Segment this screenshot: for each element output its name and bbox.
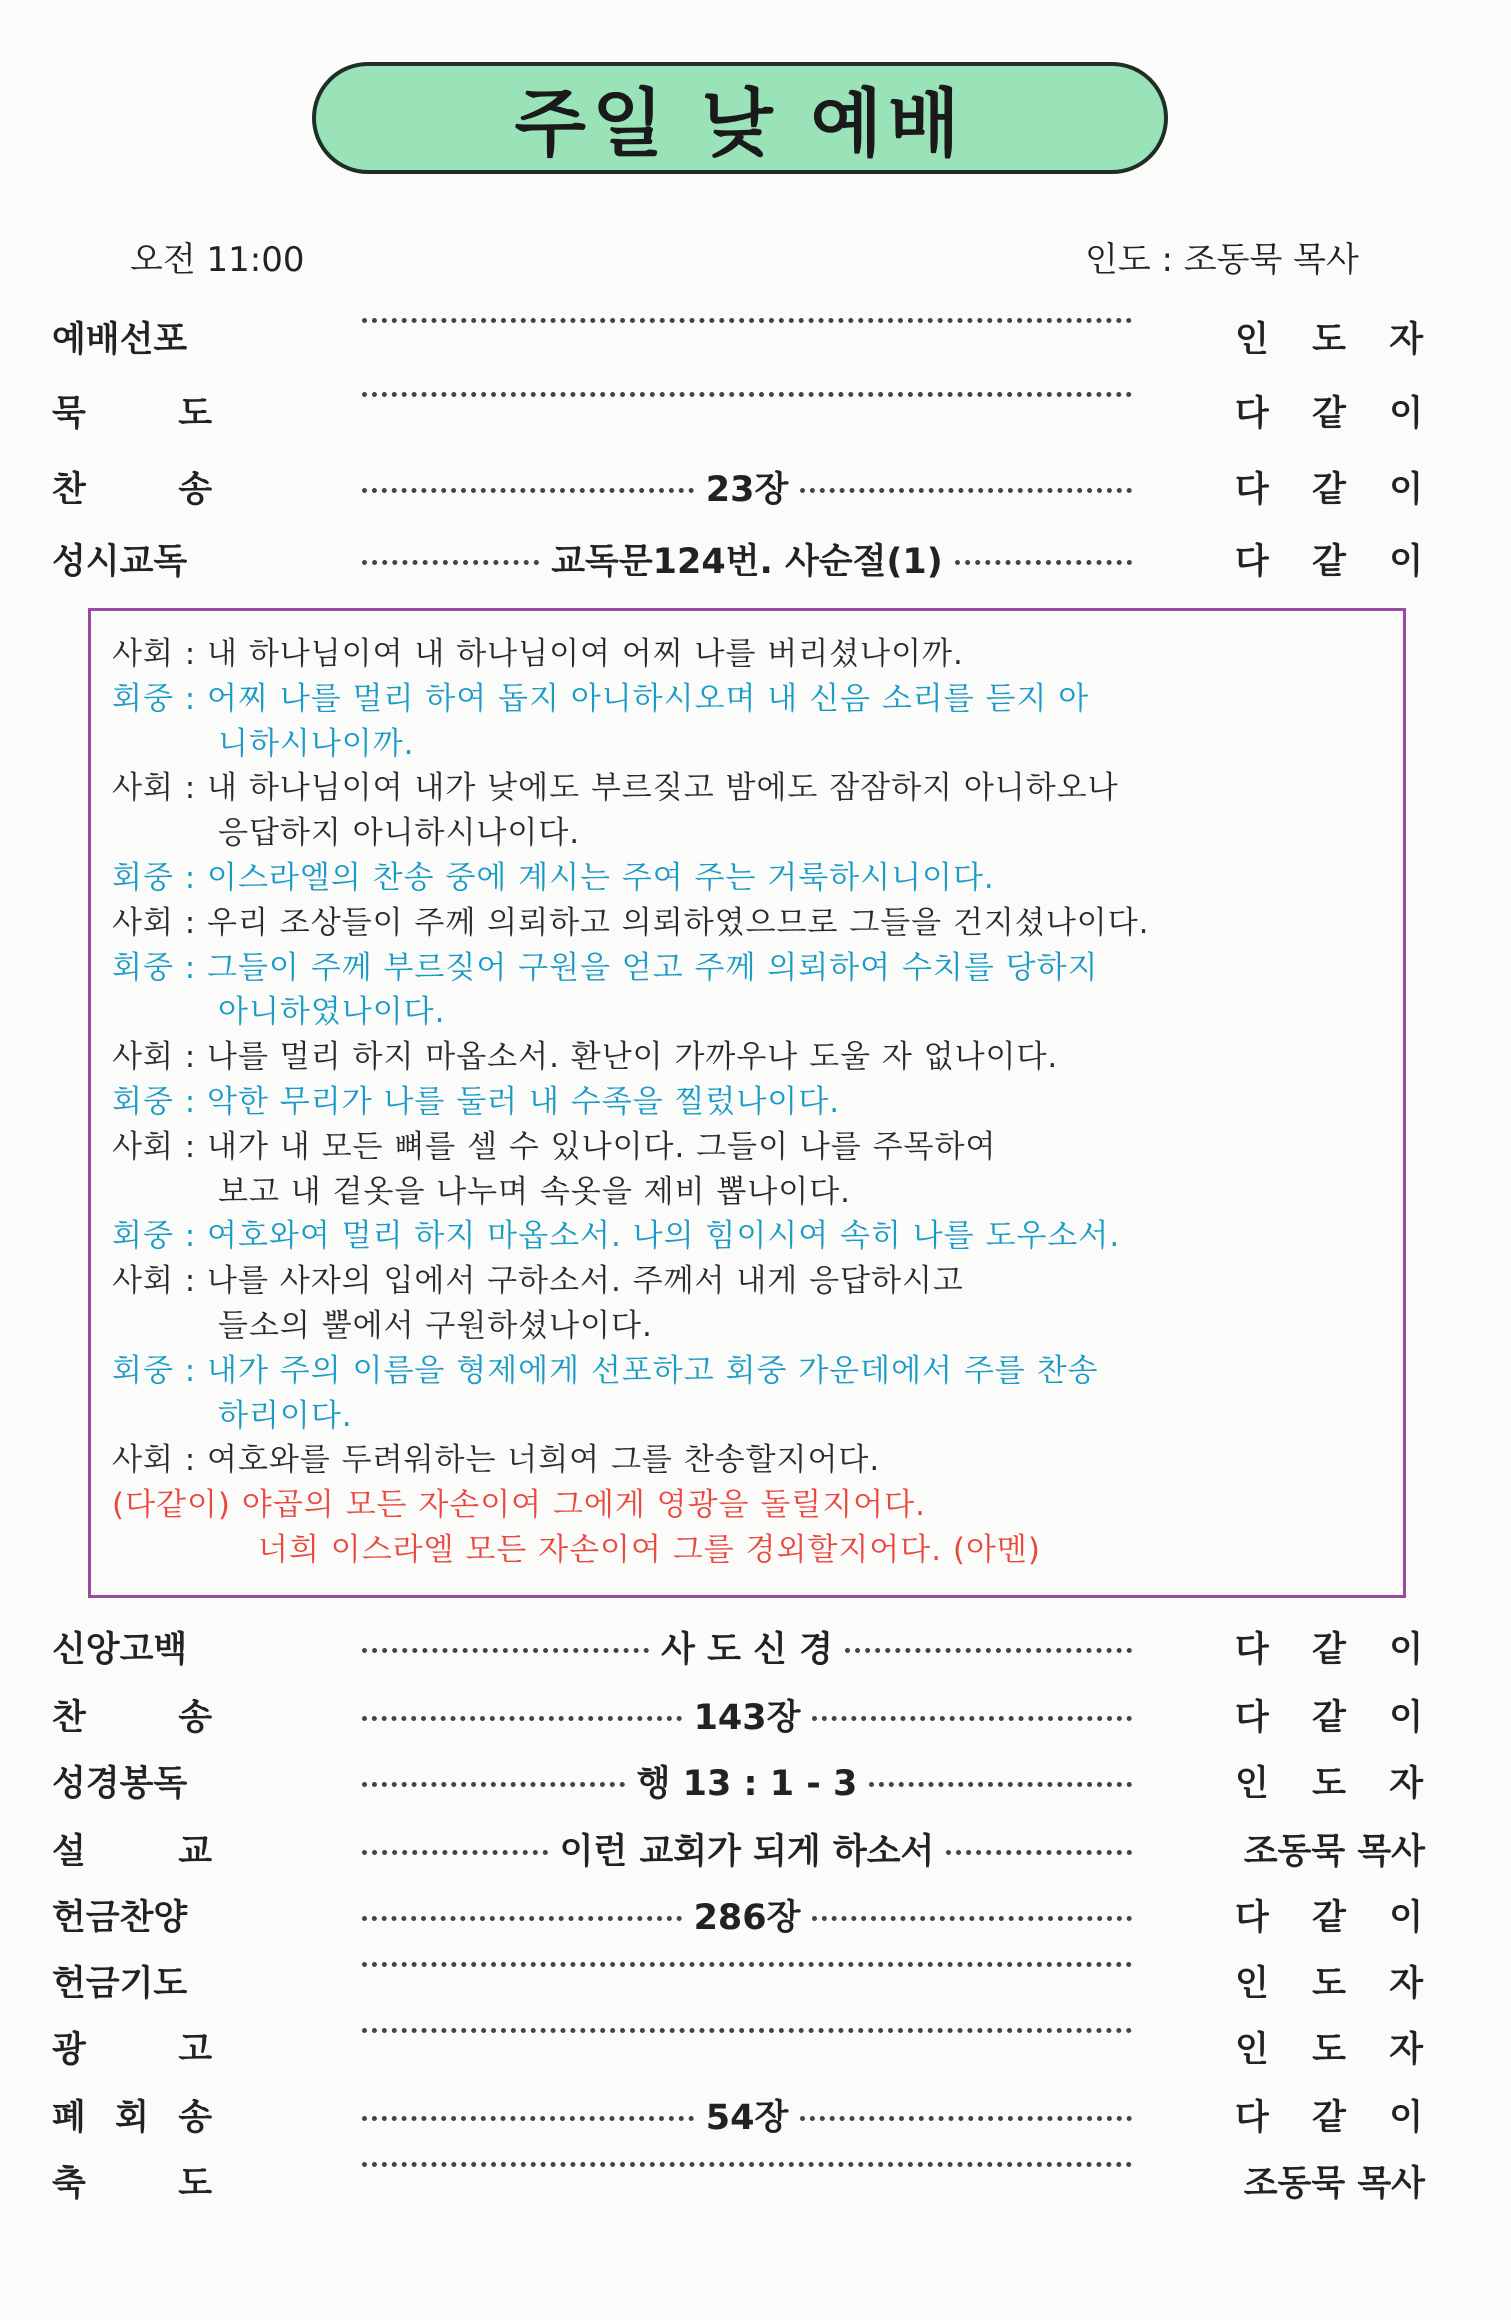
order-row [0,1756,1511,1812]
order-row [0,2090,1511,2146]
reading-line: 사회 : 내 하나님이여 내가 낮에도 부르짖고 밤에도 잠잠하지 아니하오나 [112,770,1119,807]
service-time: 오전 11:00 [130,240,305,280]
dot-leader [362,462,1132,512]
order-label: 찬 송 [52,1698,212,1738]
reading-line: 회중 : 그들이 주께 부르짖어 구원을 얻고 주께 의뢰하여 수치를 당하지 [112,949,1099,986]
order-responsible: 인 도 자 [1235,1764,1423,1804]
order-label: 헌금찬양 [52,1898,188,1938]
order-detail: 286장 [693,1898,801,1938]
reading-line: 사회 : 내가 내 모든 뼈를 셀 수 있나이다. 그들이 나를 주목하여 [112,1128,997,1165]
reading-line: 회중 : 어찌 나를 멀리 하여 돕지 아니하시오며 내 신음 소리를 듣지 아 [112,680,1090,717]
dot-leader [362,1690,1132,1740]
order-row [0,2022,1511,2078]
order-responsible: 인 도 자 [1235,1964,1423,2004]
order-responsible: 다 같 이 [1235,1698,1423,1738]
order-label: 폐 회 송 [52,2098,212,2138]
reading-line: 아니하였나이다. [218,994,446,1031]
order-label: 광 고 [52,2030,212,2070]
reading-line: 회중 : 여호와여 멀리 하지 마옵소서. 나의 힘이시여 속히 나를 도우소서. [112,1218,1121,1255]
order-detail: 교독문124번. 사순절(1) [551,542,943,582]
order-label: 성경봉독 [52,1764,188,1804]
dot-leader [362,1956,1132,1967]
reading-line: 회중 : 악한 무리가 나를 둘러 내 수족을 찔렀나이다. [112,1084,841,1120]
order-label: 축 도 [52,2164,212,2204]
order-detail: 54장 [705,2098,789,2138]
order-row [0,1890,1511,1946]
order-label: 찬 송 [52,470,212,510]
order-responsible: 다 같 이 [1235,1898,1423,1938]
reading-line: 하리이다. [218,1397,353,1434]
reading-line: 사회 : 나를 멀리 하지 마옵소서. 환난이 가까우나 도울 자 없나이다. [112,1039,1059,1076]
reading-line: 사회 : 여호와를 두려워하는 너희여 그를 찬송할지어다. [112,1442,881,1479]
order-row [0,534,1511,590]
dot-leader [362,1756,1132,1806]
page-title: 주일 낮 예배 [514,81,966,167]
reading-line: 응답하지 아니하시나이다. [218,815,581,852]
order-row [0,1690,1511,1746]
order-row [0,312,1511,368]
dot-leader [362,1622,1132,1672]
reading-line: 너희 이스라엘 모든 자손이여 그를 경외할지어다. (아멘) [258,1532,1041,1568]
order-label: 설 교 [52,1832,212,1872]
order-responsible: 다 같 이 [1235,542,1423,582]
reading-line: 사회 : 우리 조상들이 주께 의뢰하고 의뢰하였으므로 그들을 건지셨나이다. [112,904,1150,941]
order-row [0,386,1511,442]
dot-leader [362,2022,1132,2033]
reading-line: 사회 : 나를 사자의 입에서 구하소서. 주께서 내게 응답하시고 [112,1263,964,1300]
order-label: 성시교독 [52,542,188,582]
order-detail: 행 13 : 1 - 3 [636,1764,858,1804]
order-responsible: 다 같 이 [1235,1630,1423,1670]
order-label: 묵 도 [52,394,212,434]
order-row [0,1824,1511,1880]
order-label: 신앙고백 [52,1630,188,1670]
order-detail: 이런 교회가 되게 하소서 [559,1832,935,1872]
service-subheader [0,232,1511,282]
order-detail: 23장 [705,470,789,510]
order-detail: 143장 [693,1698,801,1738]
order-responsible: 조동묵 목사 [1243,1832,1425,1872]
order-label: 예배선포 [52,320,188,360]
order-row [0,2156,1511,2212]
service-leader: 인도 : 조동묵 목사 [1085,240,1359,280]
title-banner [312,62,1168,174]
dot-leader [362,2090,1132,2140]
order-responsible: 인 도 자 [1235,320,1423,360]
reading-line: 들소의 뿔에서 구원하셨나이다. [218,1308,653,1344]
reading-line: 사회 : 내 하나님이여 내 하나님이여 어찌 나를 버리셨나이까. [112,636,964,672]
order-detail: 사 도 신 경 [661,1630,833,1670]
reading-line: 니하시나이까. [218,725,415,762]
order-row [0,1956,1511,2012]
dot-leader [362,1824,1132,1874]
order-row [0,1622,1511,1678]
reading-line: 회중 : 이스라엘의 찬송 중에 계시는 주여 주는 거룩하시니이다. [112,860,995,896]
order-responsible: 다 같 이 [1235,394,1423,434]
reading-line: 보고 내 겉옷을 나누며 속옷을 제비 뽑나이다. [218,1173,852,1210]
order-responsible: 조동묵 목사 [1243,2164,1425,2204]
reading-line: (다같이) 야곱의 모든 자손이여 그에게 영광을 돌릴지어다. [112,1487,926,1524]
dot-leader [362,386,1132,397]
order-responsible: 다 같 이 [1235,470,1423,510]
order-responsible: 다 같 이 [1235,2098,1423,2138]
dot-leader [362,534,1132,584]
dot-leader [362,2156,1132,2167]
dot-leader [362,312,1132,323]
order-row [0,462,1511,518]
reading-line: 회중 : 내가 주의 이름을 형제에게 선포하고 회중 가운데에서 주를 찬송 [112,1352,1099,1389]
dot-leader [362,1890,1132,1940]
order-label: 헌금기도 [52,1964,188,2004]
order-responsible: 인 도 자 [1235,2030,1423,2070]
